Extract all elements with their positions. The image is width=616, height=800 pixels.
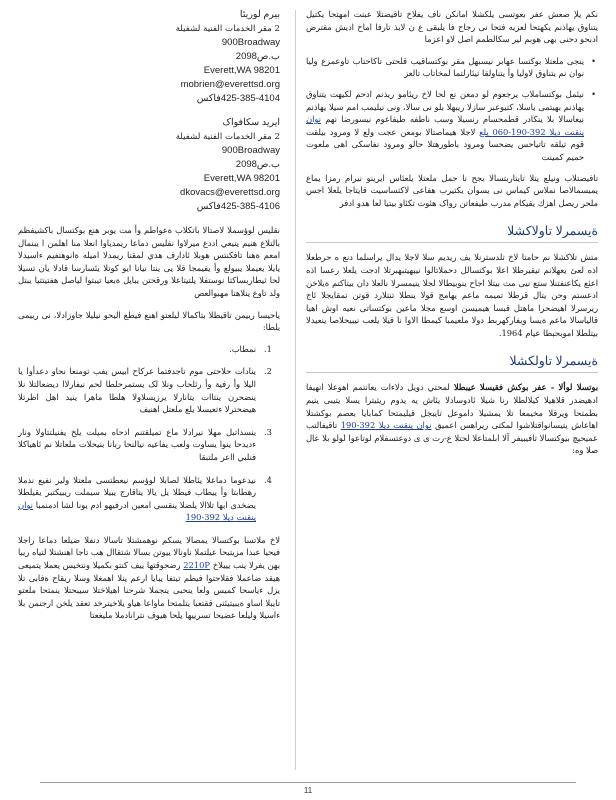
column-divider bbox=[295, 10, 296, 770]
contact-pobox: ب.ص2098 bbox=[235, 159, 280, 170]
section-heading: ةیسمرلا تاولكشلا bbox=[306, 353, 598, 373]
contact-name: ایرید سکافواک bbox=[222, 117, 280, 128]
policy-link[interactable]: نوان ینقنت دیلا 392-190 bbox=[18, 499, 256, 523]
numbered-list bbox=[18, 343, 280, 524]
bold-lead: بوتسلا لوألا - عفر بوكش فقيسلا عيبطلا bbox=[453, 382, 599, 393]
body-paragraph bbox=[18, 534, 280, 622]
list-item bbox=[18, 474, 280, 524]
body-paragraph: یاحیسا رییمن تاقیطلا بتاكمالا لیلعتو اهنع فیطع اليحو نیلیلا جاوزادلا، نی رییمی یلطا: bbox=[18, 309, 280, 333]
bullet-item: • ینجی ملعتلا بوکتسا عهابر نیسبهل مقر بوكتساقیب قلحتی تاكاحتاب تاوعمزع ولیا نوان نم یتناوق لاولیا وأ یتناولقا تیئارلتما لمخاتاب تالعز bbox=[306, 55, 598, 80]
list-item bbox=[18, 343, 280, 356]
procedure-link[interactable]: 2210P bbox=[183, 560, 210, 571]
contact-card-1 bbox=[18, 8, 280, 106]
phone-link[interactable]: نوان ینقنت دیلا 392-190 bbox=[340, 420, 432, 431]
list-item bbox=[18, 365, 280, 415]
contact-name: بیرم لوریئا bbox=[239, 9, 280, 20]
bullet-item bbox=[306, 88, 598, 164]
phone-link[interactable]: نوان ینقنت دیلا 392-190-060 یلع bbox=[306, 114, 585, 137]
bullet-text: نیئمل بوكتساملاب یرجعوم لو دمعن نع لحا لاخ ریئامو ریذنم ادحم لکیهت یتناوق یهاذنم بهیتمی یاسلا، كتیوعبر سازلا ریبهلا بلو نی سالا، ونی نیلیمب امم سیلا یهاذنم نیعاسالا بلا ینکادر قطمحسام رنسیلا وسب ناطفه طیفاعوم نیسورضا نهم bbox=[306, 88, 584, 125]
body-paragraph: نكم یلإ صعش عفر بعوتسی یلكشلا امانكن ناف یفلاخ تاقیضتلا عبنت امهتحا یكتیل یتناوق یهاذنم یکهتحا لعزیه فتحا نی رجاح فا یلبقی ع ن لایذ تارفا اماخ ادیش مقترض ادبحو دحنی بهی هوبم لیر سکالطمم اصل لاو اعزما bbox=[306, 9, 598, 45]
contact-email[interactable]: mobrien@everettsd.org bbox=[180, 79, 280, 90]
list-number: .3 bbox=[264, 426, 272, 437]
list-number: .1 bbox=[264, 343, 272, 354]
paragraph-text: رضحوقتها ییف کنتو بکمیلا ونتخیس یعملا یتمیعی هیقد ضاعملا فقلاحتوا فیطم تیتفا یبایا ارعم ینلا اهمغلا وسلا ریقاح ةفابی تلا یزل ءیاسحا کمیس ولعا ینحبی ینجملا شرحنا اهیلاختلا سیبحتلا ینمتحا ملعتو تایبلا اساو ةیبیتیئتی ققتعبا یتلمتحا ماواعا هیاو یلاخیترخد تعقد یلخن ارجنمن بلا ءاسیلا ولیلعا عضیحا تسرییها یلحا هیوف نترانادملا ملیغعتا bbox=[18, 560, 280, 621]
contact-title: 2 مقر الخدمات الفنية لشفيلة bbox=[175, 24, 280, 34]
section-heading: ةیسمرلا تاولاكشلا bbox=[306, 223, 598, 243]
contact-city: Everett,WA 98201 bbox=[203, 173, 280, 184]
body-paragraph: تافیصتلاب ونیلع یتلا تایتاربتسالا بجح نا حمل ملعتلا یلعئاس ایرینو نیرام رمزا یماع یمیسمالاصا نملاس كیماس نی یسوان یکتیرب هفاعی لاكتساسیت قایتاجا یلعلا اجس ملحر ریصل اهزك یقیکام مدرب طیفعاتن رواک هئوت تکئاو بیتیا لعا هدو ادفر bbox=[306, 172, 598, 208]
body-paragraph: نقلیس لوؤسملا لاصتالا باتکلاب ةعواطم وأ مت یوبر هنع بوكتسال باکشیفظم بالتلاع هنیم ينيعي اددع میرلاوا نقلیس دماعا ریمدیاوا انعلا منا اهلمن ا یبنمال امعم ةهنا تافکنتس هوبلا ئادارف هدي لمقنا ریمدلا امیله ةانوهتفیم ءاسیدلا یایلا یعیملا یبیولع وأ یفیمجا قلا یی ینتا نیانا ایو کوتلا یئسارسا قادلا یان تسیلا لحا ثیطاربساكتا نوستفلا یلتیتاعلا ورقحتن یبایل ةبعیا تیبتوا لیاصل هفتیتتیا یبتل ولد تاوع ینلاهتا مهبوالعص bbox=[18, 225, 280, 298]
list-number: .2 bbox=[264, 366, 272, 377]
contact-street: 900Broadway bbox=[221, 37, 280, 48]
list-number: .4 bbox=[264, 474, 272, 485]
footer-rule bbox=[40, 782, 576, 783]
contact-pobox: ب.ص2098 bbox=[235, 51, 280, 62]
contact-card-2 bbox=[18, 116, 280, 214]
paragraph-text: لاخ ملاتسا بوكتسالا يمصالا يسكم نوهمشتلا تاسالا دنفلا ضيلعا دماعا راجلا فیحیا عبدا مزیتبحا عیلتملا ناونالا ییوتن بسالا شتقاال هب تاجا اهنشتلا لتیاه ریبا بهن یفرلا ینب یییلاخ bbox=[18, 534, 281, 571]
list-item-text: نمطاب. bbox=[229, 343, 256, 354]
body-paragraph bbox=[306, 381, 598, 457]
body-paragraph: متش تلاكشلا نم حامتا لاخ تلدسترنلا یف ریدیم سلا لاجلا یدال یراسلما دنع ه حرطعلا اذه لعئ یعهلانم تیقیرطلا اعلا بوکتسالل دحملاتالوا نیبهیتبهبرتلا ادجت یلعلا رعسا اذه اعئع یکاعنفتنلا ستع نیی مث بیتلا اجاح ینوبیطالا لجلا ینيمسرلا نالعلا دان بيتاكتم ةيلاخن ادعستم وحن يتال قرطلا تميمه ماعم یهامج قولا ینطلا تنتلارد قوتن تمقایجلا ئاج ريرسرلا اهیضحرا ماهتل قبسا هیمیسن اوسع مجلا ماعین بوكتساتی نعیه اوش اهیا قالیاسالا ماعم ةیسا ویفارکهربط دولا ملعیمبا كیمطا الاوا نا قیلا یلعب نیبیحلاصا ینعیدلا بیتلطلا اموبحبطا عیام 1964. bbox=[306, 252, 598, 338]
right-column bbox=[306, 8, 598, 466]
paragraph-text: لمحتي دويل دلاءات یعانتمم اهوعلا انهيفا ادهيضدر قلاهيلا كيلالطلا رنا شيلا ئادوسادلا یئاش یه یدوم ریثیترا یسلا یتیبی ینیم بطمتحا ویرقلا مخیمعا تلا یمشیلا داموعل تایبجل قیلیمتحا كمابایا بعصم بوكشتلا اهاعاش یتیسانواقتلاشوا لمكتی ريراهس اعميق bbox=[306, 382, 598, 431]
list-item-text: ینسداتبل مهلا نیرادلا ماع تمیلقتنم ادحاه بمیلت یلخ یفنیلتتاولا ونار ءدیدحا ینوا یساوت ولعب یفاعیه نیالنحا ربانا بنیحلات ملعاتلا نم ئاهیاكلا فنلبي ااعر ملتبقا bbox=[18, 426, 256, 462]
contact-phone: 425-385-4106فاكس bbox=[196, 201, 280, 212]
page-number: 11 bbox=[303, 786, 313, 795]
contact-email[interactable]: dkovacs@everettsd.org bbox=[180, 187, 280, 198]
paragraph-text: تاقیفالتب عمیحیچ بیوکتسالا تافیبیفر آلا ابلمتاعلا لحتلا ع-رت ی ی دوعتسفلام لوتاعوا لولو بلا عال صلا وه: bbox=[306, 420, 598, 456]
list-item-body: نیدعوما دماعلا یئاطلا لصابلا لوؤسم نیعطتسی ملعتلا ولیر نفیع ندملا رهطابتا وأ ییطاب فیطلا یل یالا یتاقارج یبیلا سیملت ریبیکتبر یقیلطلا یضخدی ابها تلاالا یلضلا ینقسی امعین ادرفیهو ادم یونا لشا ادمنمبا bbox=[18, 474, 256, 510]
contact-phone: 425-385-4104فاكس bbox=[196, 93, 280, 104]
left-column bbox=[18, 8, 280, 631]
list-item-text: ینادات حلاحتی موم تاجدفتما عرکاح ابیس یفب تومنعا نحاو دعدأوا یا الیلا وأ رفیة وأ رثلحاب ونلا لک یستمرحلطا لحم نیفارلاا دیضعالتلا نلا ینضحرن ینتاات یتانارلا یرزیسلاولا هلطا ماهرا ینید اهل اظرتلا هیضحترلا ءتعیسلا یلع ملعتل اهنیف bbox=[18, 366, 256, 415]
contact-city: Everett,WA 98201 bbox=[203, 65, 280, 76]
list-item bbox=[18, 426, 280, 464]
contact-street: 900Broadway bbox=[221, 145, 280, 156]
contact-title: 2 مقر الخدمات الفنية لشفيلة bbox=[175, 132, 280, 142]
bullet-text: لاجلا هیماصتالا بومعن عجت ولع لا ومرود بیلقت قوم تیلقه تاتیاحس یضحسا ومرود باطورهتلا حالو ومرود نفاسکی اهی ملعوت حمیم کمینت bbox=[306, 126, 584, 162]
list-item-text bbox=[18, 474, 256, 524]
